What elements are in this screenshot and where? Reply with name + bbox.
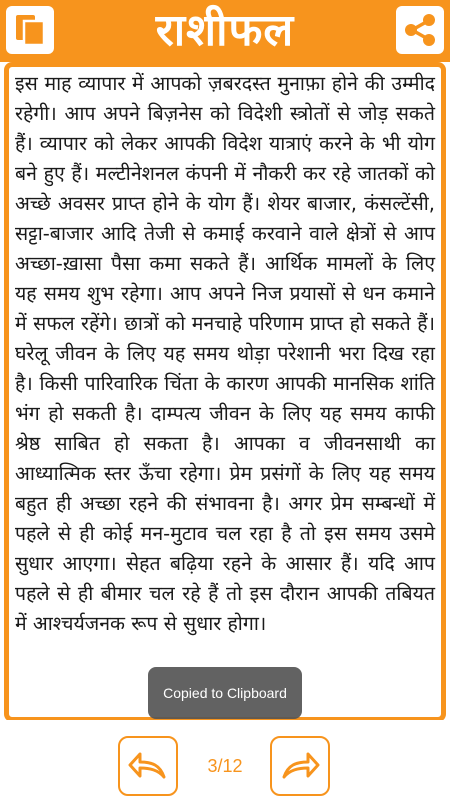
copy-button[interactable] <box>6 6 54 54</box>
horoscope-text: इस माह व्यापार में आपको ज़बरदस्त मुनाफ़ा होने की उम्मीद रहेगी। आप अपने बिज़नेस को विदेशी स्त्रोतों से जोड़ सकते हैं। व्यापार को लेकर आपकी विदेश यात्राएं करने के भी योग बने हुए हैं। मल्टीनेशनल कंपनी में नौकरी कर रहे जातकों को अच्छे अवसर प्राप्त होने के योग हैं। शेयर बाजार, कंसल्टेंसी, सट्टा-बाजार आदि तेजी से कमाई करवाने वाले क्षेत्रों से आप अच्छा-ख़ासा पैसा कमा सकते हैं। आर्थिक मामलों के लिए यह समय शुभ रहेगा। आप अपने निज प्रयासों से धन कमाने में सफल रहेंगे। छात्रों को मनचाहे परिणाम प्राप्त हो सकते हैं। घरेलू जीवन के लिए यह समय थोड़ा परेशानी भरा दिख रहा है। किसी पारिवारिक चिंता के कारण आपकी मानसिक शांति भंग हो सकती है। दाम्पत्य जीवन के लिए यह समय काफी श्रेष्ठ साबित हो सकता है। आपका व जीवनसाथी का आध्यात्मिक स्तर ऊँचा रहेगा। प्रेम प्रसंगों के लिए यह समय बहुत ही अच्छा रहने की संभावना है। अगर प्रेम सम्बन्धों में पहले से ही कोई मन-मुटाव चल रहा है तो इस समय उसमे सुधार आएगा। सेहत बढ़िया रहने के आसार हैं। यदि आप पहले से ही बीमार चल रहे हैं तो इस दौरान आपकी तबियत में आश्चर्यजनक रूप से सुधार होगा। <box>15 72 435 635</box>
page-indicator: 3/12 <box>207 756 243 776</box>
horoscope-content-panel[interactable] <box>4 62 446 722</box>
share-button[interactable] <box>396 6 444 54</box>
page-title: राशीफल <box>155 5 295 56</box>
copied-toast: Copied to Clipboard <box>148 667 302 719</box>
bottom-navigation <box>0 720 450 800</box>
next-button[interactable] <box>270 736 330 796</box>
app-header <box>0 0 450 62</box>
back-arrow-icon <box>128 749 168 783</box>
share-icon <box>403 13 437 47</box>
previous-button[interactable] <box>118 736 178 796</box>
copy-icon <box>13 12 47 48</box>
forward-arrow-icon <box>280 749 320 783</box>
